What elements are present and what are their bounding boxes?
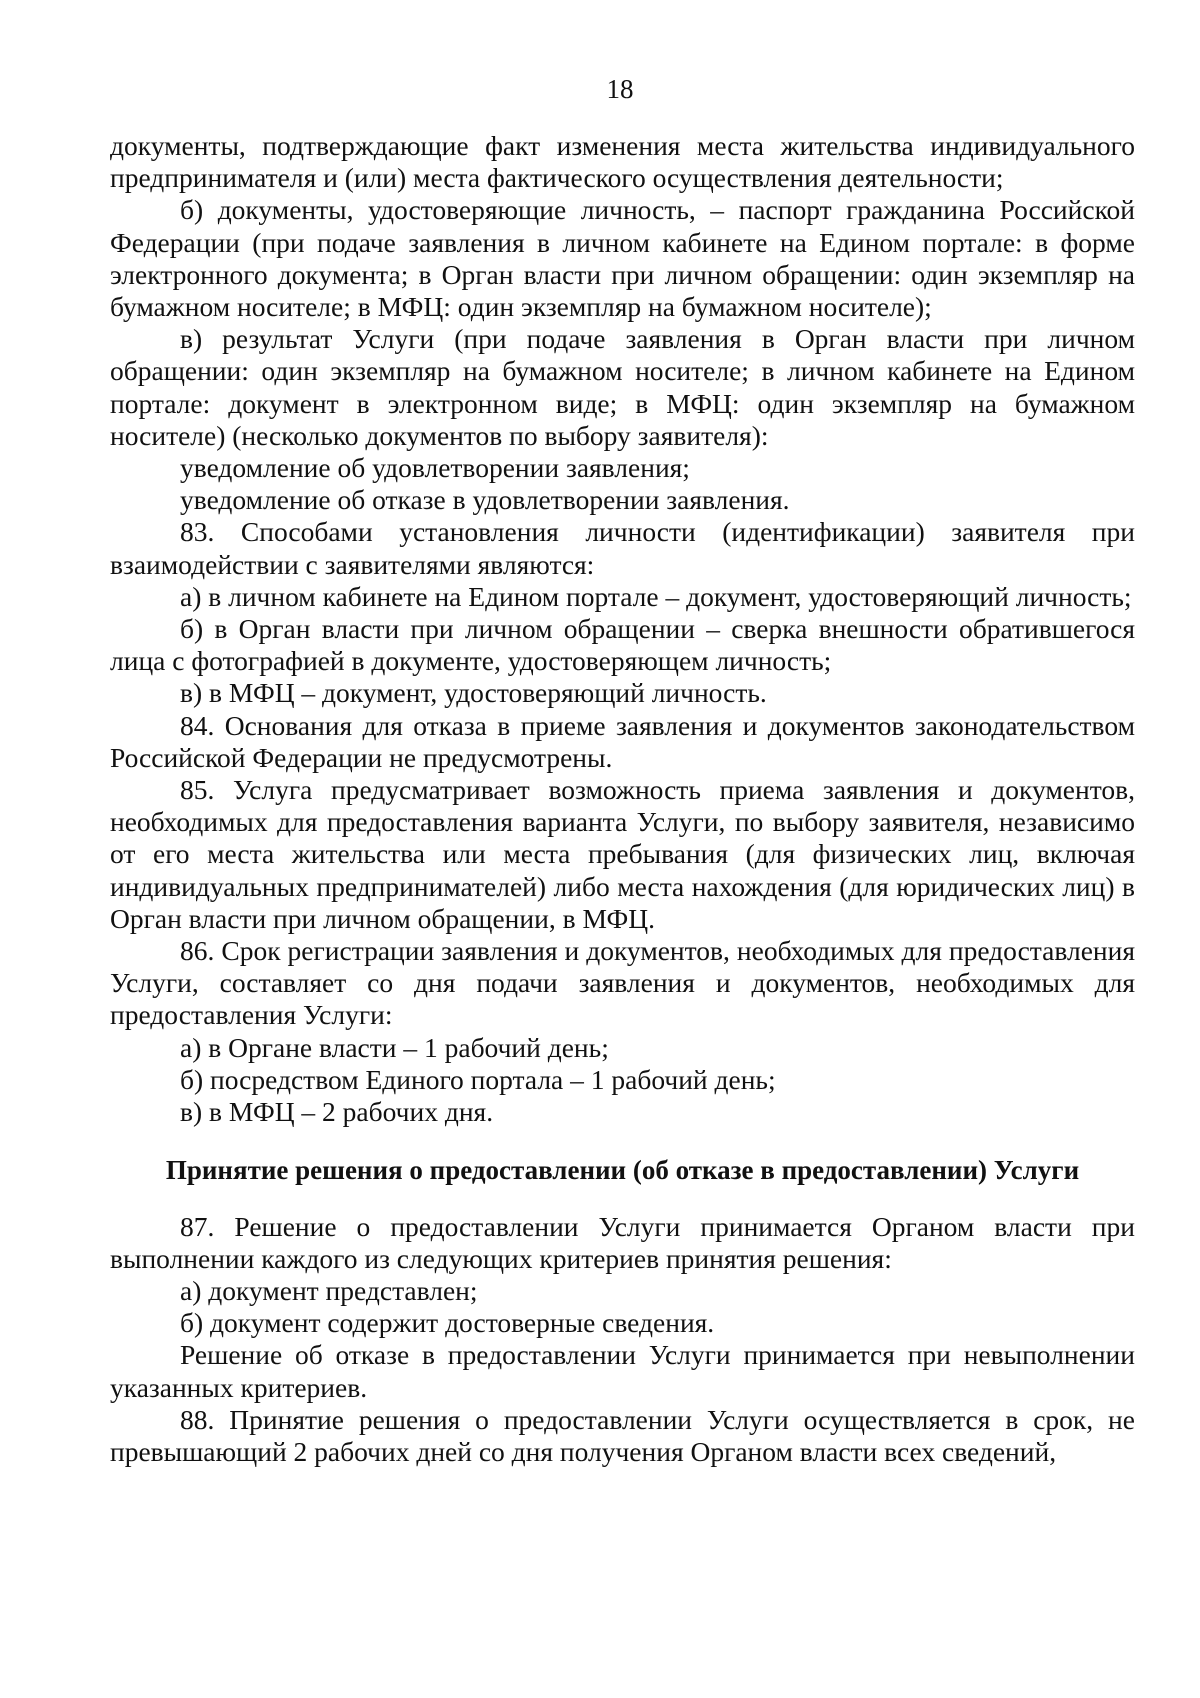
paragraph: а) в личном кабинете на Едином портале – документ, удостоверяющий личность; — [180, 580, 1132, 612]
paragraph: 85. Услуга предусматривает возможность приема заявления и документов, необходимых для предоставления варианта Услуги, по выбору заявителя, независимо от его места жительства или места пребывания (для физических лиц, включая индивидуальных предпринимателей) либо места нахождения (для юридических лиц) в Орган власти при личном обращении, в МФЦ. — [110, 774, 1135, 934]
page-number: 18 — [606, 74, 634, 104]
paragraph: 86. Срок регистрации заявления и документов, необходимых для предоставления Услуги, составляет со дня подачи заявления и документов, необходимых для предоставления Услуги: — [110, 935, 1135, 1031]
paragraph: 88. Принятие решения о предоставлении Услуги осуществляется в срок, не превышающий 2 рабочих дней со дня получения Органом власти всех сведений, — [110, 1403, 1135, 1467]
paragraph: 83. Способами установления личности (идентификации) заявителя при взаимодействии с заявителями являются: — [110, 516, 1135, 580]
paragraph: в) в МФЦ – документ, удостоверяющий личность. — [180, 677, 767, 709]
paragraph: б) в Орган власти при личном обращении – сверка внешности обратившегося лица с фотографией в документе, удостоверяющем личность; — [110, 613, 1135, 677]
paragraph: уведомление об отказе в удовлетворении заявления. — [180, 484, 790, 516]
paragraph: уведомление об удовлетворении заявления; — [180, 452, 690, 484]
paragraph: а) в Органе власти – 1 рабочий день; — [180, 1031, 609, 1063]
paragraph: в) в МФЦ – 2 рабочих дня. — [180, 1096, 494, 1128]
paragraph: а) документ представлен; — [180, 1274, 478, 1306]
paragraph: б) документ содержит достоверные сведения. — [180, 1307, 715, 1339]
paragraph: б) посредством Единого портала – 1 рабочий день; — [180, 1063, 776, 1095]
paragraph: б) документы, удостоверяющие личность, – паспорт гражданина Российской Федерации (при подаче заявления в личном кабинете на Едином портале: в форме электронного документа; в Орган власти при личном обращении: один экземпляр на бумажном носителе; в МФЦ: один экземпляр на бумажном носителе); — [110, 194, 1135, 323]
paragraph-continuation: документы, подтверждающие факт изменения места жительства индивидуального предпринимателя и (или) места фактического осуществления деятельности; — [110, 130, 1135, 194]
paragraph: 87. Решение о предоставлении Услуги принимается Органом власти при выполнении каждого из следующих критериев принятия решения: — [110, 1210, 1135, 1274]
paragraph: 84. Основания для отказа в приеме заявления и документов законодательством Российской Федерации не предусмотрены. — [110, 709, 1135, 773]
document-body — [110, 130, 1135, 1468]
section-heading: Принятие решения о предоставлении (об отказе в предоставлении) Услуги — [165, 1155, 1080, 1186]
paragraph: в) результат Услуги (при подаче заявления в Орган власти при личном обращении: один экземпляр на бумажном носителе; в личном кабинете на Едином портале: документ в электронном виде; в МФЦ: один экземпляр на бумажном носителе) (несколько документов по выбору заявителя): — [110, 323, 1135, 451]
paragraph: Решение об отказе в предоставлении Услуги принимается при невыполнении указанных критериев. — [110, 1339, 1135, 1403]
